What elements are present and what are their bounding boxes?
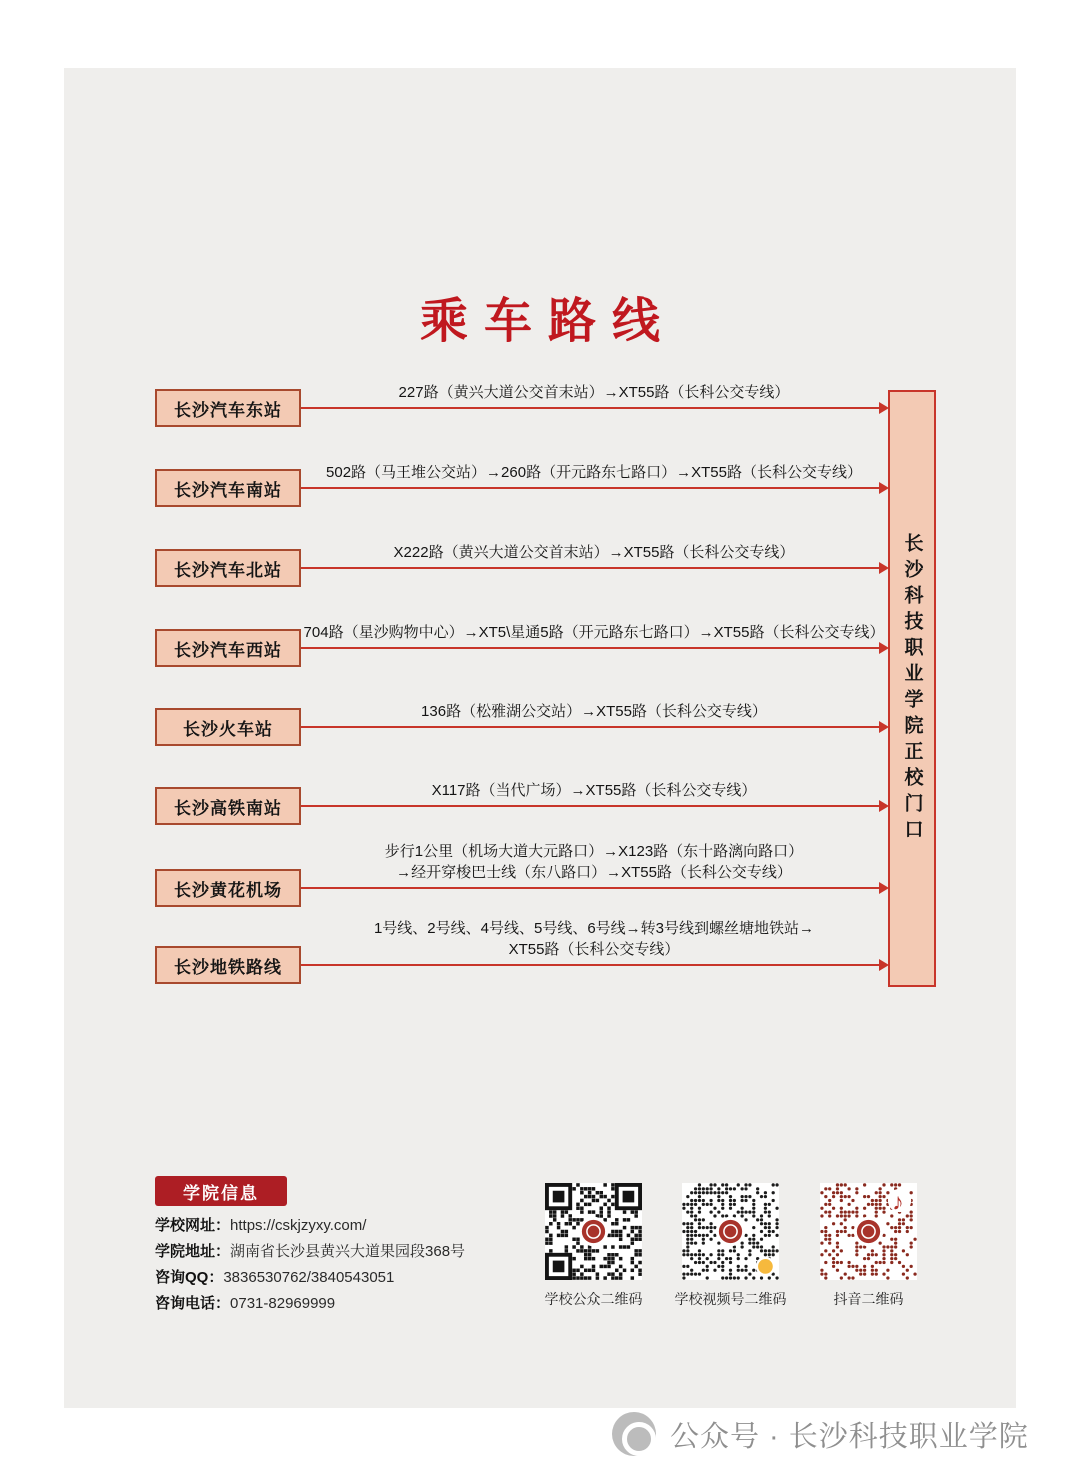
route-description <box>300 918 888 960</box>
route-description-line: 步行1公里（机场大道大元路口）→X123路（东十路漓向路口） <box>384 843 804 860</box>
info-value: 3836530762/3840543051 <box>223 1269 395 1286</box>
station-box <box>155 708 301 746</box>
station-label: 长沙火车站 <box>183 719 273 739</box>
route-description-line: 704路（星沙购物中心）→XT5\星通5路（开元路东七路口）→XT55路（长科公交专线） <box>303 624 885 641</box>
route-arrow-line <box>301 487 879 489</box>
route-arrow-line <box>301 567 879 569</box>
route-arrow-line <box>301 887 879 889</box>
station-box <box>155 389 301 427</box>
qr-code-label: 学校公众二维码 <box>544 1291 643 1307</box>
station-box <box>155 946 301 984</box>
route-description <box>300 462 888 483</box>
route-description-line: 136路（松雅湖公交站）→XT55路（长科公交专线） <box>421 703 767 720</box>
qr-code-douyin-image <box>820 1183 917 1280</box>
route-arrowhead-icon <box>879 959 889 971</box>
route-arrow-line <box>301 805 879 807</box>
route-description <box>300 701 888 722</box>
route-arrowhead-icon <box>879 562 889 574</box>
station-box <box>155 869 301 907</box>
qr-code-label: 学校视频号二维码 <box>674 1291 787 1307</box>
info-badge: 学院信息 <box>155 1176 287 1206</box>
station-box <box>155 469 301 507</box>
route-description-line: X117路（当代广场）→XT55路（长科公交专线） <box>431 782 757 799</box>
route-description <box>300 542 888 563</box>
station-label: 长沙高铁南站 <box>174 798 282 818</box>
route-arrowhead-icon <box>879 642 889 654</box>
route-description-line: 502路（马王堆公交站）→260路（开元路东七路口）→XT55路（长科公交专线） <box>326 464 862 481</box>
qr-code-douyin <box>820 1183 917 1307</box>
station-label: 长沙汽车西站 <box>174 640 282 660</box>
watermark-text: 公众号 · 长沙科技职业学院 <box>670 1420 1029 1453</box>
route-description-line: XT55路（长科公交专线） <box>508 941 680 958</box>
station-label: 长沙汽车东站 <box>174 400 282 420</box>
watermark <box>612 1412 1029 1456</box>
station-box <box>155 549 301 587</box>
route-arrow-line <box>301 647 879 649</box>
route-arrowhead-icon <box>879 482 889 494</box>
route-arrowhead-icon <box>879 721 889 733</box>
info-label: 咨询电话： <box>155 1295 231 1312</box>
route-arrow-line <box>301 407 879 409</box>
info-label: 学院地址： <box>155 1243 231 1260</box>
station-box <box>155 787 301 825</box>
info-line <box>155 1214 366 1235</box>
route-description-line: X222路（黄兴大道公交首末站）→XT55路（长科公交专线） <box>393 544 795 561</box>
route-description-line: →经开穿梭巴士线（东八路口）→XT55路（长科公交专线） <box>396 864 792 881</box>
route-description-line: 227路（黄兴大道公交首末站）→XT55路（长科公交专线） <box>398 384 790 401</box>
destination-label: 长沙科技职业学院正校门口 <box>901 532 923 845</box>
info-line <box>155 1266 394 1287</box>
route-arrow-line <box>301 726 879 728</box>
info-line <box>155 1292 335 1313</box>
route-arrowhead-icon <box>879 800 889 812</box>
route-arrowhead-icon <box>879 882 889 894</box>
qr-code-video-image <box>682 1183 779 1280</box>
station-label: 长沙汽车南站 <box>174 480 282 500</box>
qr-code-public <box>544 1183 643 1307</box>
route-description <box>300 382 888 403</box>
station-box <box>155 629 301 667</box>
page-title: 乘车路线 <box>419 293 676 349</box>
info-value: https://cskjzyxy.com/ <box>230 1217 367 1234</box>
watermark-logo-icon <box>612 1412 656 1456</box>
station-label: 长沙汽车北站 <box>174 560 282 580</box>
route-description <box>300 780 888 801</box>
station-label: 长沙黄花机场 <box>174 880 282 900</box>
route-arrow-line <box>301 964 879 966</box>
info-label: 咨询QQ： <box>155 1269 224 1286</box>
qr-code-video <box>674 1183 787 1307</box>
route-description-line: 1号线、2号线、4号线、5号线、6号线→转3号线到螺丝塘地铁站→ <box>373 920 815 937</box>
destination-box <box>888 390 936 987</box>
info-value: 湖南省长沙县黄兴大道果园段368号 <box>230 1243 466 1260</box>
qr-code-public-image <box>545 1183 642 1280</box>
station-label: 长沙地铁路线 <box>174 957 282 977</box>
qr-code-label: 抖音二维码 <box>833 1291 904 1307</box>
info-label: 学校网址： <box>155 1217 231 1234</box>
info-line <box>155 1240 465 1261</box>
svg-text:♪: ♪ <box>892 1188 904 1215</box>
route-description <box>300 622 888 643</box>
info-value: 0731-82969999 <box>230 1295 336 1312</box>
route-arrowhead-icon <box>879 402 889 414</box>
route-description <box>300 841 888 883</box>
